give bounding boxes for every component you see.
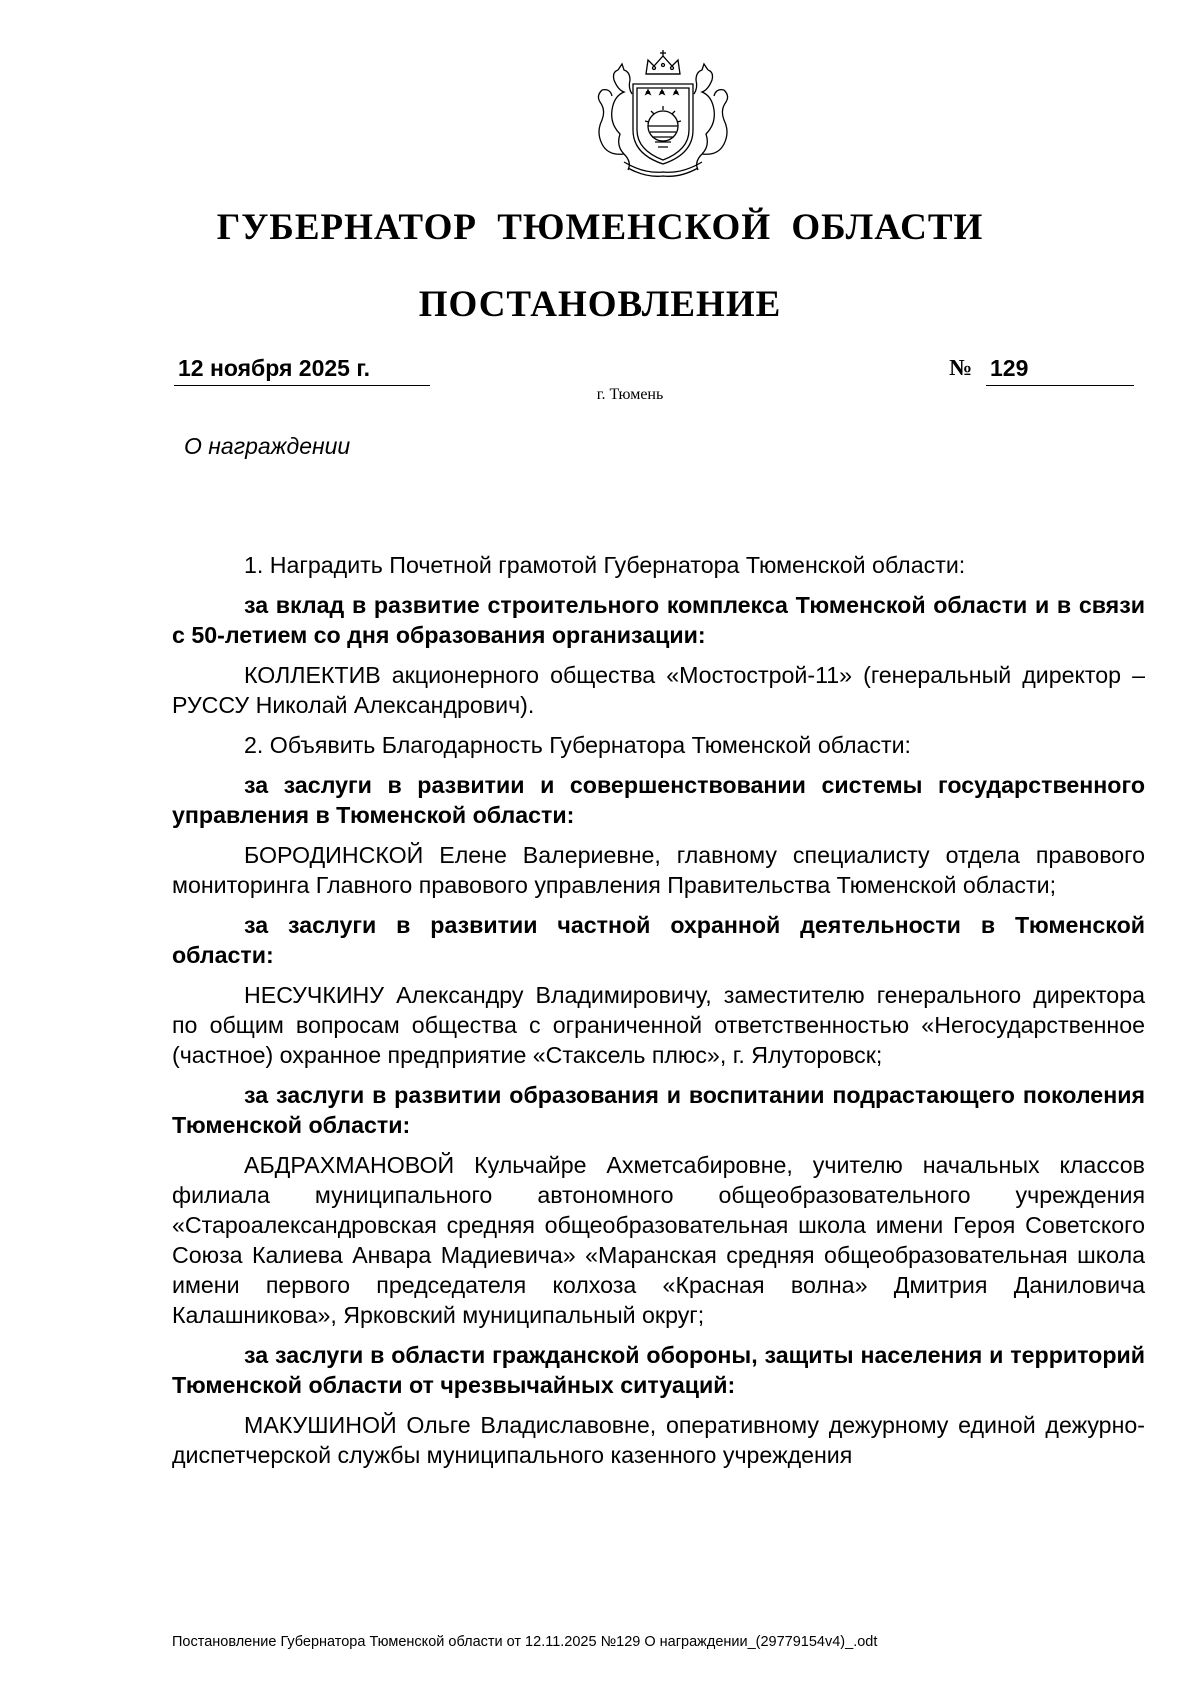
- document-subject: О награждении: [184, 433, 351, 459]
- paragraph-awardee-mostostroy: КОЛЛЕКТИВ акционерного общества «Мостострой-11» (генеральный директор – РУССУ Николай Александрович).: [172, 662, 1145, 718]
- tyumen-coat-of-arms-icon: [588, 50, 738, 178]
- paragraph-reason-government: за заслуги в развитии и совершенствовании системы государственного управления в Тюменской области:: [172, 772, 1145, 828]
- paragraph-reason-security: за заслуги в развитии частной охранной деятельности в Тюменской области:: [172, 912, 1145, 968]
- paragraph-gratitude-announcement: 2. Объявить Благодарность Губернатора Тюменской области:: [244, 732, 911, 758]
- document-city: г. Тюмень: [596, 386, 664, 403]
- document-date: 12 ноября 2025 г.: [178, 355, 371, 381]
- paragraph-award-certificate: 1. Наградить Почетной грамотой Губернатора Тюменской области:: [244, 552, 966, 578]
- document-authority-title: ГУБЕРНАТОР ТЮМЕНСКОЙ ОБЛАСТИ: [216, 207, 984, 248]
- paragraph-awardee-borodinskaya: БОРОДИНСКОЙ Елене Валериевне, главному специалисту отдела правового мониторинга Главного правового управления Правительства Тюменской области;: [172, 842, 1145, 898]
- paragraph-awardee-nesuchkin: НЕСУЧКИНУ Александру Владимировичу, заместителю генерального директора по общим вопросам общества с ограниченной ответственностью «Негосударственное (частное) охранное предприятие «Стаксель плюс», г. Ялуторовск;: [172, 982, 1145, 1068]
- paragraph-awardee-makushina: МАКУШИНОЙ Ольге Владиславовне, оперативному дежурному единой дежурно-диспетчерской службы муниципального казенного учреждения: [172, 1412, 1145, 1468]
- document-type-title: ПОСТАНОВЛЕНИЕ: [418, 284, 782, 325]
- paragraph-reason-civil-defense: за заслуги в области гражданской обороны, защиты населения и территорий Тюменской области от чрезвычайных ситуаций:: [172, 1342, 1145, 1398]
- document-date-field: [174, 355, 430, 386]
- document-footer: Постановление Губернатора Тюменской области от 12.11.2025 №129 О награждении_(29779154v4)_.odt: [172, 1634, 878, 1650]
- document-number: 129: [990, 355, 1029, 381]
- paragraph-award-reason-construction: за вклад в развитие строительного комплекса Тюменской области и в связи с 50-летием со дня образования организации:: [172, 592, 1145, 648]
- document-body: [172, 550, 1145, 1470]
- number-sign: №: [949, 355, 973, 380]
- paragraph-reason-education: за заслуги в развитии образования и воспитании подрастающего поколения Тюменской области:: [172, 1082, 1145, 1138]
- paragraph-awardee-abdrakhmanova: АБДРАХМАНОВОЙ Кульчайре Ахметсабировне, учителю начальных классов филиала муниципального автономного общеобразовательного учреждения «Староалександровская средняя общеобразовательная школа имени Героя Советского Союза Калиева Анвара Мадиевича» «Маранская средняя общеобразовательная школа имени первого председателя колхоза «Красная волна» Дмитрия Даниловича Калашникова», Ярковский муниципальный округ;: [172, 1152, 1145, 1328]
- document-number-field: [986, 355, 1134, 386]
